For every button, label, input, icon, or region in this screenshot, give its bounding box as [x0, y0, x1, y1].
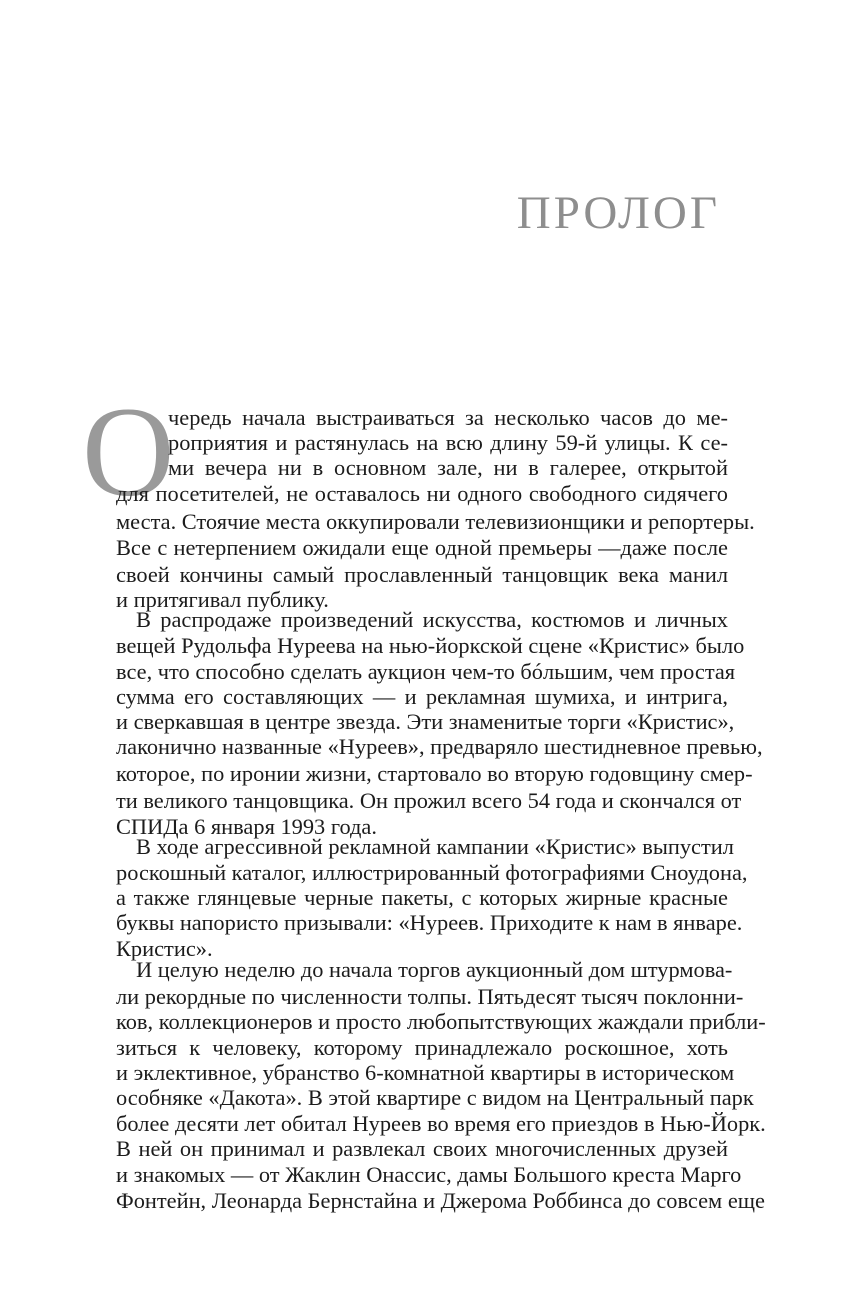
text-line: Все с нетерпением ожидали еще одной премьеры —даже после — [116, 535, 728, 560]
text-line: которое, по иронии жизни, стартовало во вторую годовщину смер- — [116, 761, 753, 786]
text-line: и сверкавшая в центре звезда. Эти знаменитые торги «Кристис», — [116, 709, 735, 734]
text-line: сумма его составляющих — и рекламная шумиха, и интрига, — [116, 684, 728, 709]
text-line: В ходе агрессивной рекламной кампании «Кристис» выпустил — [136, 834, 734, 859]
text-line: вещей Рудольфа Нуреева на нью-йоркской сцене «Кристис» было — [116, 633, 745, 658]
text-line: и знакомых — от Жаклин Онассис, дамы Большого креста Марго — [116, 1162, 742, 1187]
text-line: ли рекордные по численности толпы. Пятьдесят тысяч поклонни- — [116, 984, 744, 1009]
text-line: своей кончины самый прославленный танцовщик века манил — [116, 562, 728, 587]
text-line: чередь начала выстраиваться за несколько часов до ме- — [168, 405, 728, 430]
text-line: В распродаже произведений искусства, костюмов и личных — [136, 607, 728, 632]
text-line: буквы напористо призывали: «Нуреев. Приходите к нам в январе. — [116, 910, 743, 935]
text-line: зиться к человеку, которому принадлежало роскошное, хоть — [116, 1035, 728, 1060]
text-line: ми вечера ни в основном зале, ни в галерее, открытой — [168, 455, 728, 480]
text-line: ков, коллекционеров и просто любопытствующих жаждали прибли- — [116, 1009, 766, 1034]
text-line: ти великого танцовщика. Он прожил всего 54 года и скончался от — [116, 788, 742, 813]
text-line: места. Стоячие места оккупировали телевизионщики и репортеры. — [116, 509, 755, 534]
text-line: а также глянцевые черные пакеты, с которых жирные красные — [116, 885, 728, 910]
text-line: И целую неделю до начала торгов аукционный дом штурмова- — [136, 957, 733, 982]
drop-cap: О — [82, 381, 175, 523]
text-line: Кристис». — [116, 936, 213, 961]
text-line: и эклективное, убранство 6-комнатной квартиры в историческом — [116, 1060, 735, 1085]
chapter-heading: ПРОЛОГ — [516, 187, 720, 239]
text-line: лаконично названные «Нуреев», предваряло шестидневное превью, — [116, 734, 763, 759]
text-line: В ней он принимал и развлекал своих многочисленных друзей — [116, 1136, 728, 1161]
text-line: все, что способно сделать аукцион чем-то бóльшим, чем простая — [116, 659, 736, 684]
text-line: роприятия и растянулась на всю длину 59-й улицы. К се- — [168, 430, 728, 455]
text-line: СПИДа 6 января 1993 года. — [116, 814, 377, 839]
text-line: особняке «Дакота». В этой квартире с видом на Центральный парк — [116, 1085, 754, 1110]
text-line: Фонтейн, Леонарда Бернстайна и Джерома Роббинса до совсем еще — [116, 1188, 765, 1213]
text-line: более десяти лет обитал Нуреев во время его приездов в Нью-Йорк. — [116, 1111, 766, 1136]
text-line: для посетителей, не оставалось ни одного свободного сидячего — [116, 481, 728, 506]
text-line: и притягивал публику. — [116, 587, 329, 612]
text-line: роскошный каталог, иллюстрированный фотографиями Сноудона, — [116, 860, 748, 885]
